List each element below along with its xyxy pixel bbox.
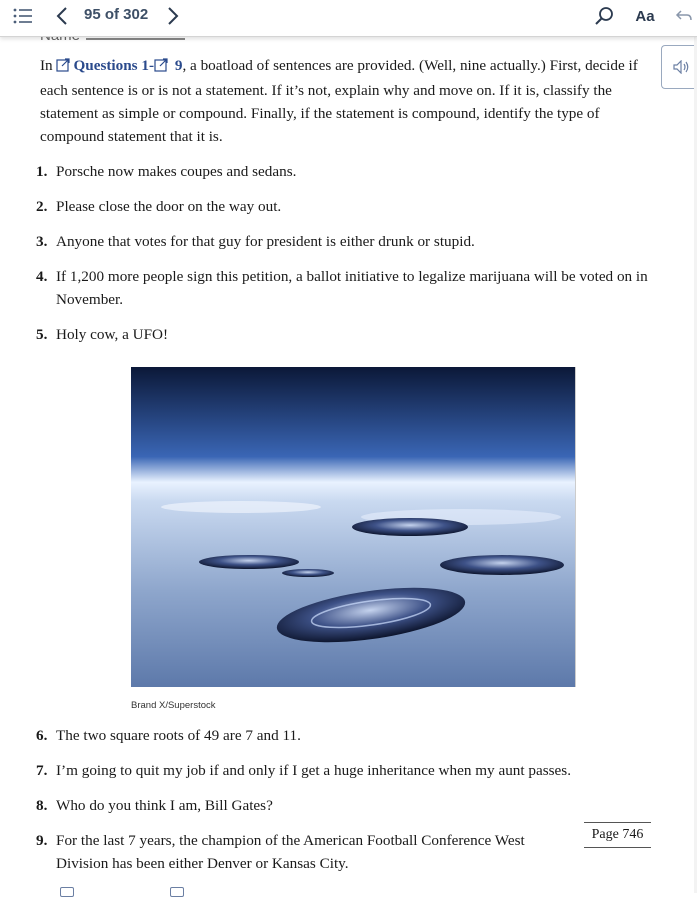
question-text: If 1,200 more people sign this petition, a ballot initiative to legalize marijuana will be voted on in November. [56,268,648,308]
question-number: 3. [36,233,48,250]
question-item [36,759,656,782]
question-number: 2. [36,198,48,215]
question-item [36,829,551,875]
name-underline [86,38,185,40]
page-marker: Page 746 [584,822,651,848]
questions-9-link[interactable]: 9 [174,57,183,74]
question-number: 7. [36,762,48,779]
question-item [36,794,656,817]
question-number: 5. [36,326,48,343]
external-link-icon [154,56,169,79]
question-number: 9. [36,832,48,849]
external-link-icon [170,887,184,897]
question-number: 8. [36,797,48,814]
question-item [36,323,656,346]
instructions-paragraph [40,54,654,148]
search-icon[interactable] [592,4,616,28]
intro-lead: In [40,57,53,74]
external-link-icon [60,887,74,897]
chevron-right-icon[interactable] [165,4,181,28]
question-item [36,195,656,218]
question-text: Porsche now makes coupes and sedans. [56,163,297,180]
page-counter: 95 of 302 [84,6,149,23]
back-arrow-icon[interactable] [674,4,694,28]
speaker-icon [673,60,691,74]
reader-toolbar [0,0,697,37]
question-item [36,265,656,311]
question-number: 6. [36,727,48,744]
read-aloud-button[interactable] [661,45,697,89]
question-number: 1. [36,163,48,180]
question-text: Holy cow, a UFO! [56,326,169,343]
list-icon[interactable] [12,4,34,28]
ufo-image [131,367,576,687]
question-text: Anyone that votes for that guy for president is either drunk or stupid. [56,233,475,250]
question-text: For the last 7 years, the champion of the American Football Conference West Division has been either Denver or Kansas City. [56,832,525,872]
question-number: 4. [36,268,48,285]
question-item [36,230,656,253]
font-settings-button[interactable]: Aa [635,7,655,25]
external-link-icon [56,56,71,79]
question-item [36,724,656,747]
question-text: I’m going to quit my job if and only if I get a huge inheritance when my aunt passes. [56,762,571,779]
question-text: Who do you think I am, Bill Gates? [56,797,273,814]
intro-body: , a boatload of sentences are provided. (Well, nine actually.) First, decide if each sentence is or is not a statement. If it’s not, explain why and move on. If it is, classify the statement as simple or compound. Finally, if the statement is compound, identify the type of compound statement that it is. [40,57,638,145]
question-item [36,160,656,183]
image-credit: Brand X/Superstock [131,700,216,711]
questions-1-link[interactable]: Questions 1- [73,57,155,74]
question-text: The two square roots of 49 are 7 and 11. [56,727,301,744]
chevron-left-icon[interactable] [54,4,70,28]
question-text: Please close the door on the way out. [56,198,282,215]
